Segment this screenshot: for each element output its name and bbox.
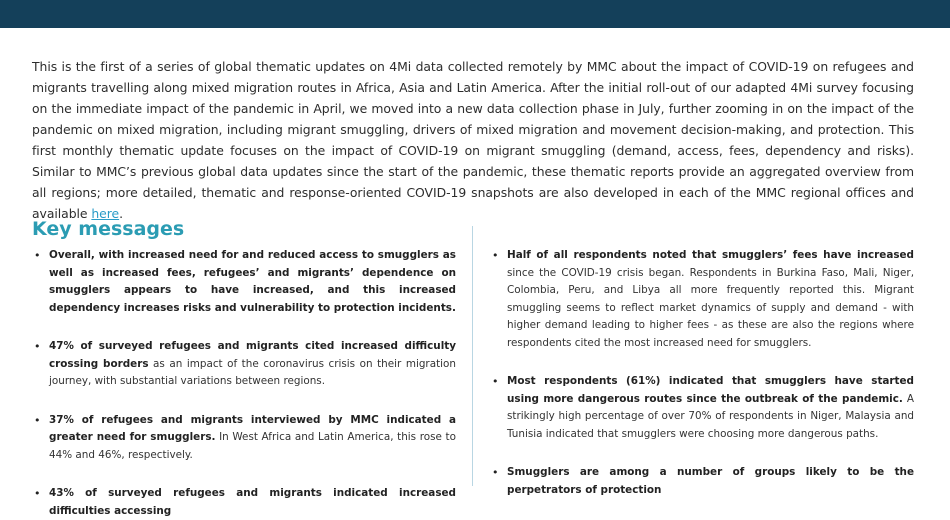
key-message-item [32, 247, 456, 317]
key-message-text: In West Africa and Latin America, this rose to 44% and 46%, respectively. [49, 431, 456, 461]
bullet-icon: • [34, 340, 41, 353]
key-message-item [32, 338, 456, 391]
intro-paragraph [32, 56, 914, 224]
key-message-bold: 47% of surveyed refugees and migrants cited increased difficulty crossing borders [49, 340, 456, 370]
key-message-text: A strikingly high percentage of over 70% of respondents in Niger, Malaysia and Tunisia indicated that smugglers were choosing more dangerous paths. [507, 392, 914, 440]
bullet-icon: • [34, 413, 41, 427]
key-message-bold: Smugglers are among a number of groups likely to be the perpetrators of protection [507, 466, 914, 496]
key-message-item [490, 373, 914, 443]
key-message-text: since the COVID-19 crisis began. Respondents in Burkina Faso, Mali, Niger, Colombia, Peru, and Libya all more frequently reported this. Migrant smuggling seems to reflect market dynamics of supply and demand - with higher demand leading to higher fees - as these are also the regions where respondents cited the most increased need for smugglers. [507, 266, 914, 349]
intro-text: This is the first of a series of global thematic updates on 4Mi data collected remotely by MMC about the impact of COVID-19 on refugees and migrants travelling along mixed migration routes in Africa, Asia and Latin America. After the initial roll-out of our adapted 4Mi survey focusing on the immediate impact of the pandemic in April, we moved into a new data collection phase in July, further zooming in on the impact of the pandemic on mixed migration, including migrant smuggling, drivers of mixed migration and movement decision-making, and protection. This first monthly thematic update focuses on the impact of COVID-19 on migrant smuggling (demand, access, fees, dependency and risks). Similar to MMC’s previous global data updates since the start of the pandemic, these thematic reports provide an aggregated overview from all regions; more detailed, thematic and response-oriented COVID-19 snapshots are also developed in each of the MMC regional offices and available [32, 59, 914, 222]
key-message-item [490, 464, 914, 499]
here-link[interactable]: here [91, 206, 120, 222]
key-message-item [32, 412, 456, 465]
bullet-icon: • [34, 487, 41, 500]
key-message-item [490, 247, 914, 352]
intro-end: . [119, 206, 123, 222]
bullet-icon: • [34, 249, 41, 262]
key-messages-left-column [32, 247, 456, 520]
key-message-bold: Half of all respondents noted that smugglers’ fees have increased [507, 249, 914, 261]
key-messages-right-column [490, 247, 914, 499]
bullet-icon: • [492, 375, 499, 388]
column-divider [472, 226, 473, 486]
key-message-bold: Overall, with increased need for and reduced access to smugglers as well as increased fees, refugees’ and migrants’ dependence on smugglers appears to have increased, and this increased dependency increases risks and vulnerability to protection incidents. [49, 249, 456, 314]
key-messages-title: Key messages [32, 218, 185, 240]
key-message-bold: 37% of refugees and migrants interviewed by MMC indicated a greater need for smugglers. [49, 413, 456, 443]
header-band [0, 0, 950, 28]
key-message-bold: 43% of surveyed refugees and migrants indicated increased difficulties accessing [49, 487, 456, 517]
key-message-bold: Most respondents (61%) indicated that smugglers have started using more dangerous routes since the outbreak of the pandemic. [507, 375, 914, 405]
bullet-icon: • [492, 466, 499, 479]
bullet-icon: • [492, 249, 499, 262]
key-message-item [32, 485, 456, 520]
key-message-text: as an impact of the coronavirus crisis on their migration journey, with substantial variations between regions. [49, 357, 456, 387]
